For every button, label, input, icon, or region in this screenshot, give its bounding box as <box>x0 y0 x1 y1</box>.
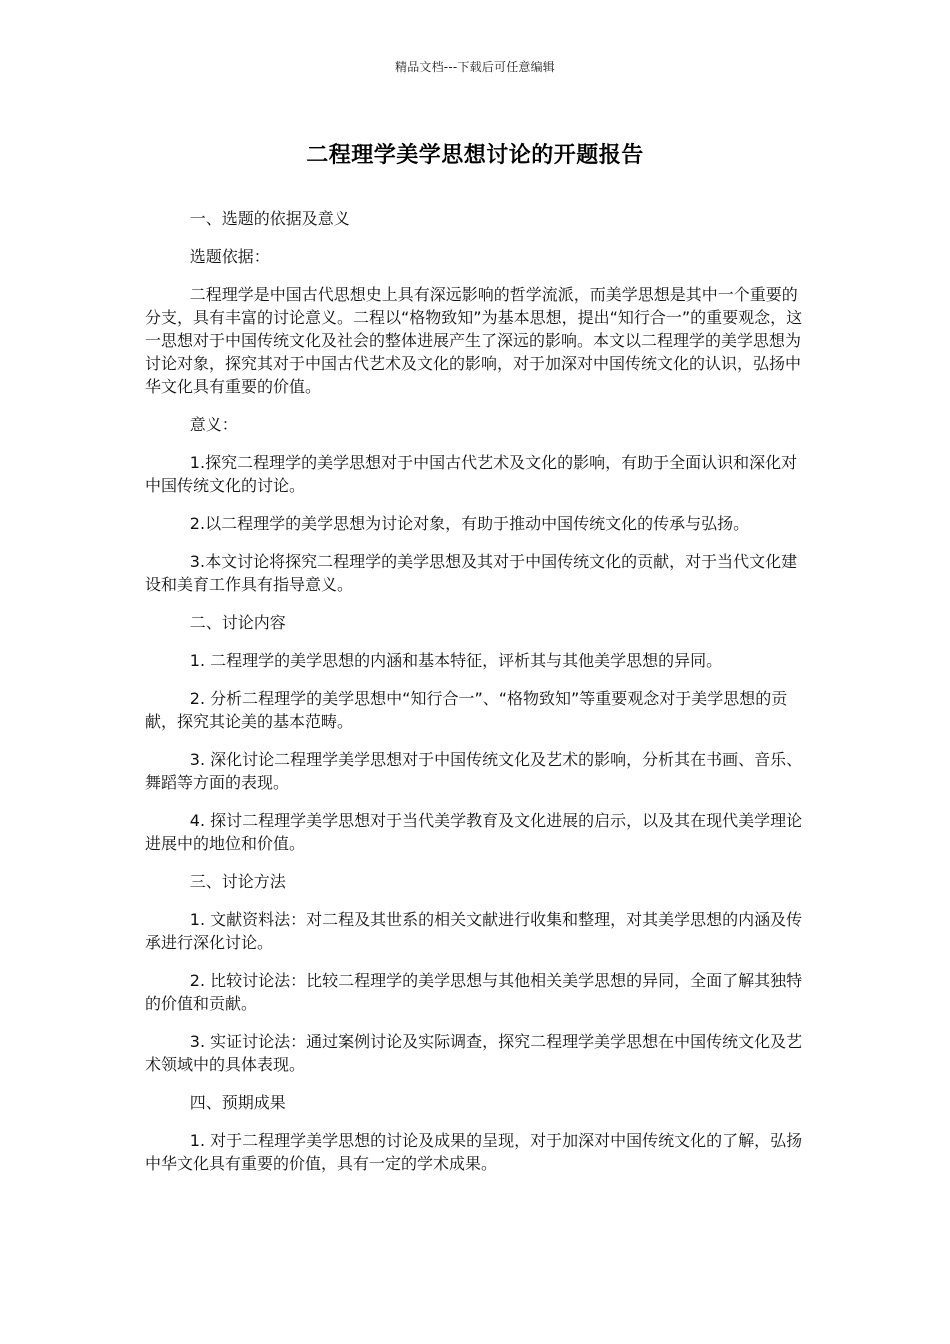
section-heading-basis: 一、选题的依据及意义 <box>189 209 350 228</box>
section-heading-methods: 三、讨论方法 <box>189 872 286 891</box>
document-body <box>145 207 805 1190</box>
outcome-item-1: 1. 对于二程理学美学思想的讨论及成果的呈现，对于加深对中国传统文化的了解，弘扬中华文化具有重要的价值，具有一定的学术成果。 <box>145 1131 803 1173</box>
significance-item-3: 3.本文讨论将探究二程理学的美学思想及其对于中国传统文化的贡献，对于当代文化建设和美育工作具有指导意义。 <box>145 552 798 594</box>
header-note: 精品文档---下载后可任意编辑 <box>395 60 555 74</box>
document-title: 二程理学美学思想讨论的开题报告 <box>306 143 644 168</box>
significance-item-1: 1.探究二程理学的美学思想对于中国古代艺术及文化的影响，有助于全面认识和深化对中国传统文化的讨论。 <box>145 453 798 495</box>
section-heading-content: 二、讨论内容 <box>189 613 286 632</box>
content-item-3: 3. 深化讨论二程理学美学思想对于中国传统文化及艺术的影响，分析其在书画、音乐、舞蹈等方面的表现。 <box>145 750 803 792</box>
content-item-2: 2. 分析二程理学的美学思想中“知行合一”、“格物致知”等重要观念对于美学思想的贡献，探究其论美的基本范畴。 <box>145 689 788 731</box>
section-heading-outcomes: 四、预期成果 <box>189 1093 286 1112</box>
content-item-1: 1. 二程理学的美学思想的内涵和基本特征，评析其与其他美学思想的异同。 <box>189 651 723 670</box>
method-item-1: 1. 文献资料法：对二程及其世系的相关文献进行收集和整理，对其美学思想的内涵及传承进行深化讨论。 <box>145 910 803 952</box>
content-item-4: 4. 探讨二程理学美学思想对于当代美学教育及文化进展的启示，以及其在现代美学理论进展中的地位和价值。 <box>145 811 803 853</box>
method-item-2: 2. 比较讨论法：比较二程理学的美学思想与其他相关美学思想的异同，全面了解其独特的价值和贡献。 <box>145 971 803 1013</box>
subheading-basis: 选题依据： <box>189 247 270 266</box>
significance-item-2: 2.以二程理学的美学思想为讨论对象，有助于推动中国传统文化的传承与弘扬。 <box>189 514 750 533</box>
paragraph-basis: 二程理学是中国古代思想史上具有深远影响的哲学流派，而美学思想是其中一个重要的分支，具有丰富的讨论意义。二程以“格物致知”为基本思想，提出“知行合一”的重要观念，这一思想对于中国传统文化及社会的整体进展产生了深远的影响。本文以二程理学的美学思想为讨论对象，探究其对于中国古代艺术及文化的影响，对于加深对中国传统文化的认识，弘扬中华文化具有重要的价值。 <box>145 285 803 396</box>
method-item-3: 3. 实证讨论法：通过案例讨论及实际调查，探究二程理学美学思想在中国传统文化及艺术领域中的具体表现。 <box>145 1032 803 1074</box>
subheading-significance: 意义： <box>189 415 238 434</box>
